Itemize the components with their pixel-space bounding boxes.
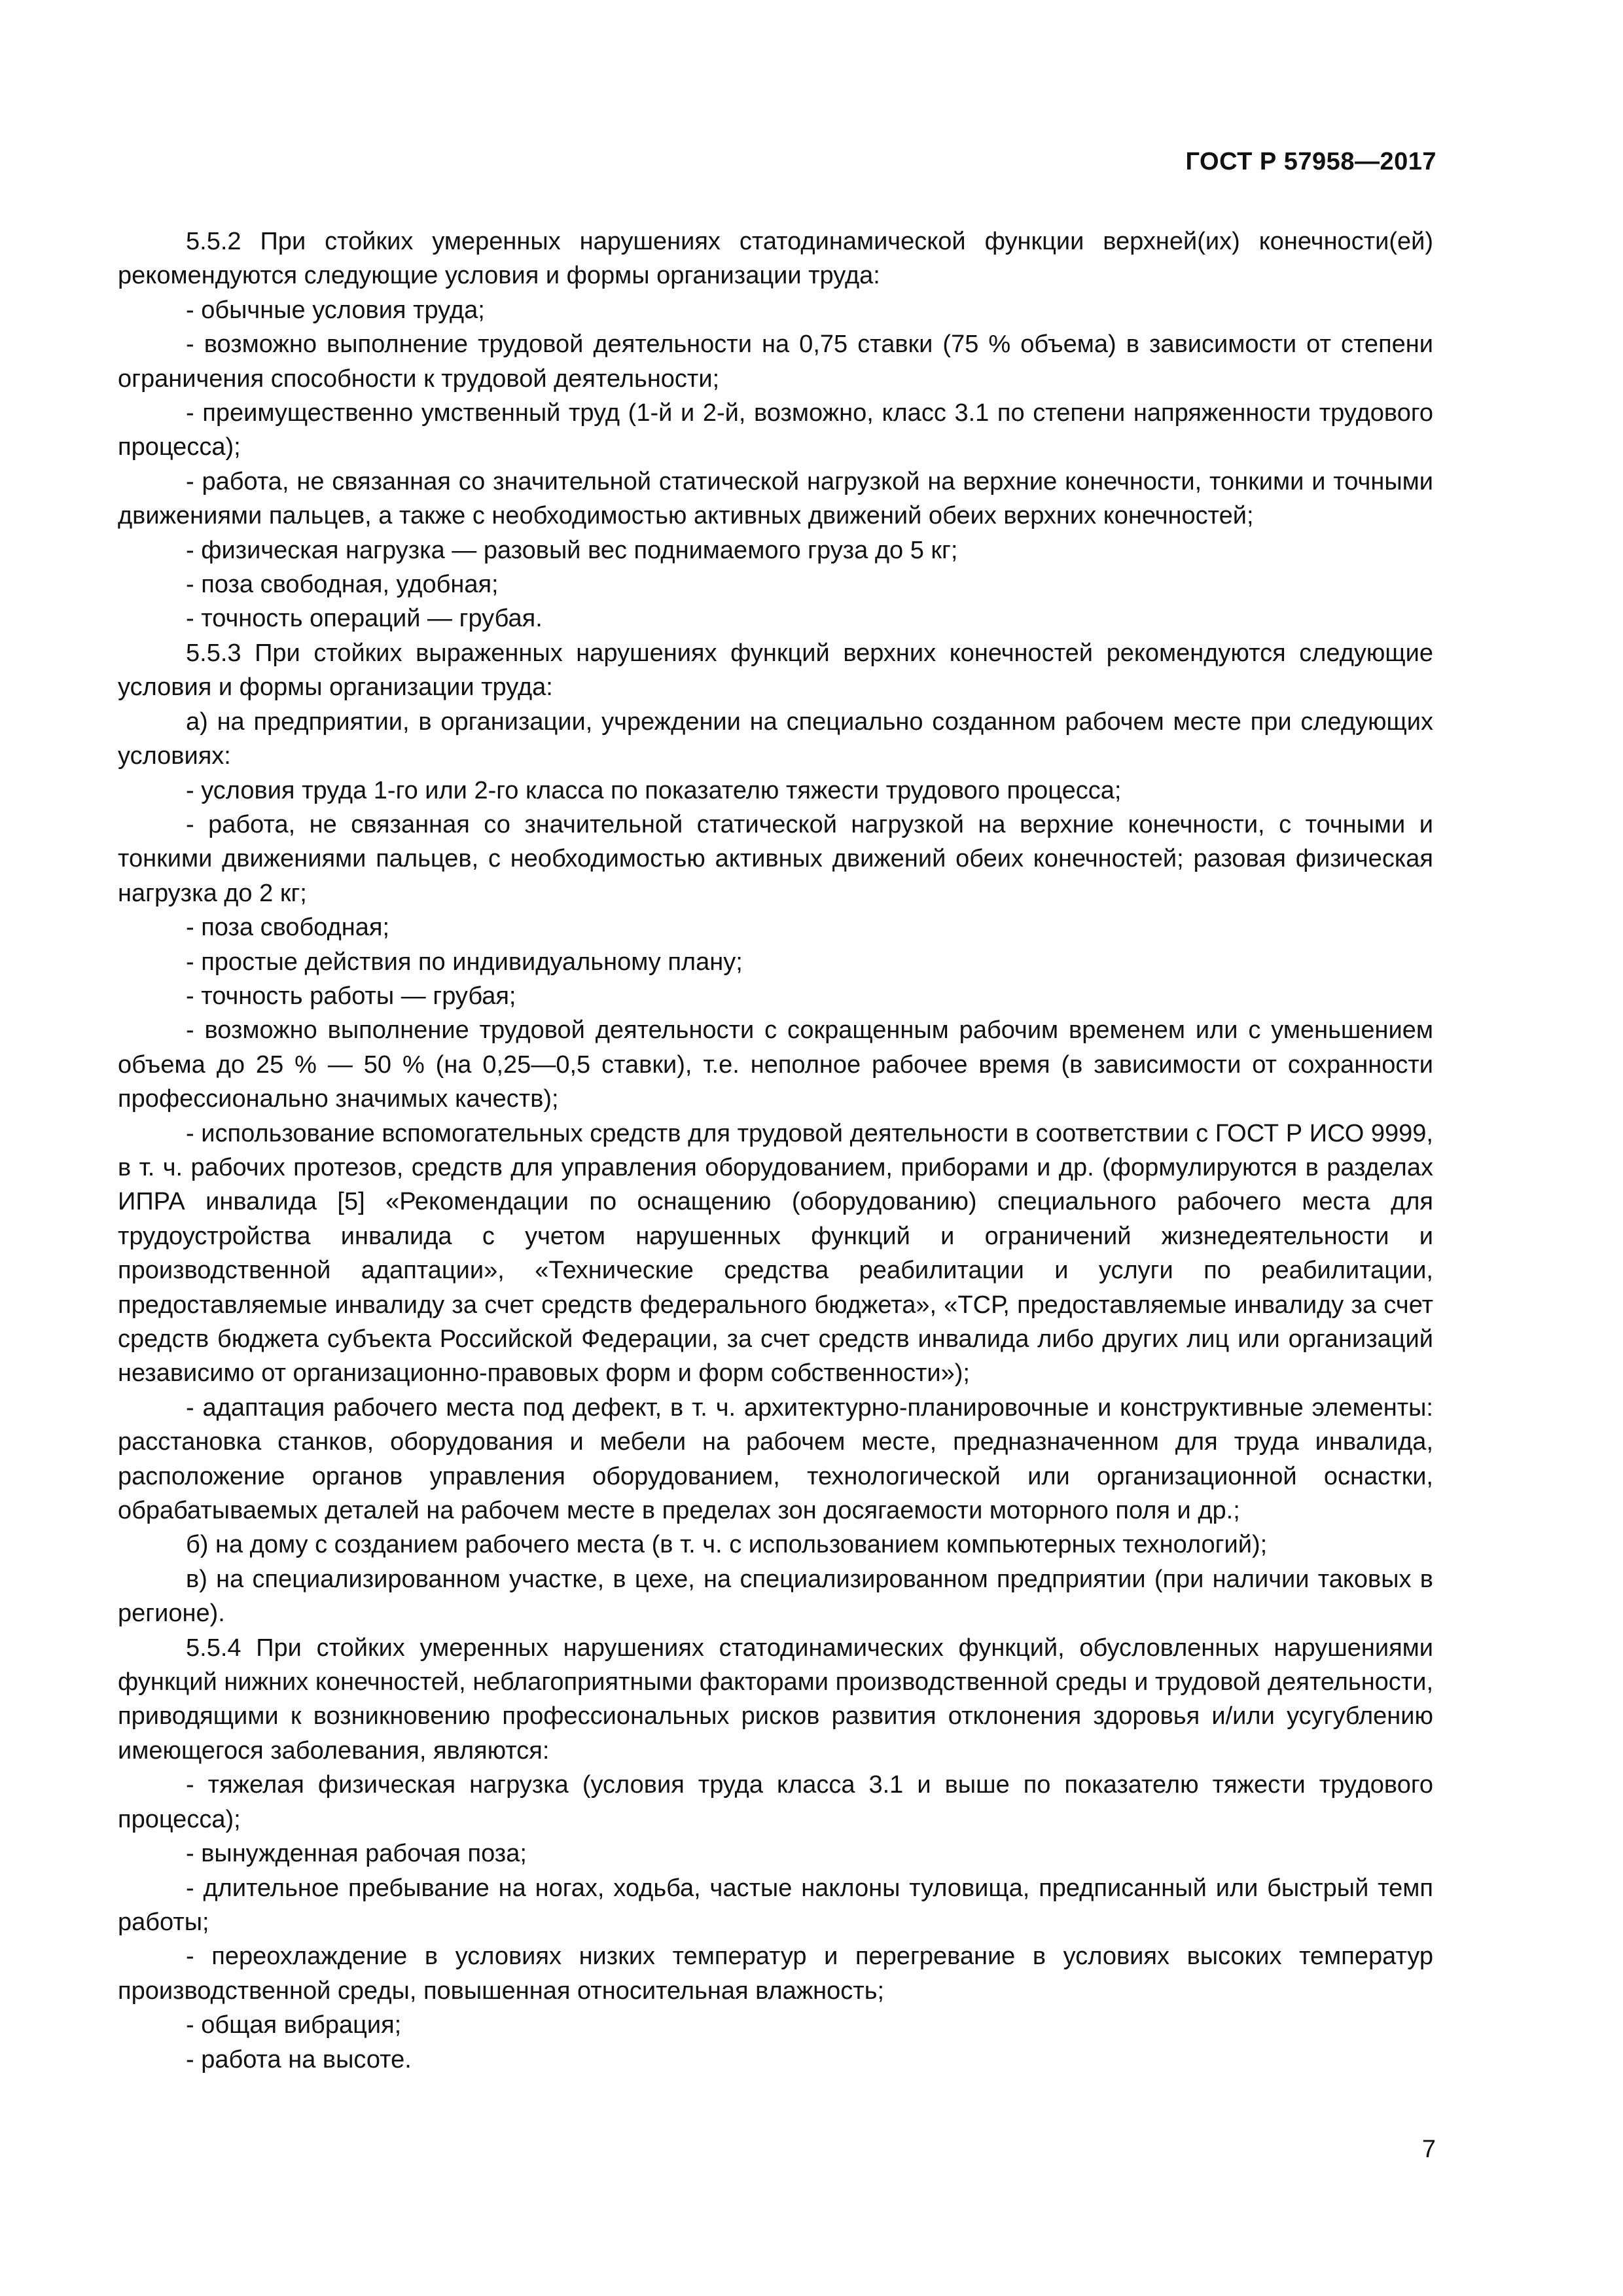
- list-item: - работа, не связанная со значительной статической нагрузкой на верхние конечности, с точными и тонкими движениями пальцев, с необходимостью активных движений обеих конечностей; разовая физическая нагрузка до 2 кг;: [118, 810, 1433, 907]
- list-item: - поза свободная;: [186, 914, 389, 942]
- paragraph-5-5-4: 5.5.4 При стойких умеренных нарушениях статодинамических функций, обусловленных нарушениями функций нижних конечностей, неблагоприятными факторами производственной среды и трудовой деятельности, приводящими к возникновению профессиональных рисков развития отклонения здоровья и/или усугублению имеющегося заболевания, являются:: [118, 1634, 1433, 1765]
- list-item: - использование вспомогательных средств для трудовой деятельности в соответствии с ГОСТ Р ИСО 9999, в т. ч. рабочих протезов, средств для управления оборудованием, приборами и др. (формулируются в разделах ИПРА инвалида [5] «Рекомендации по оснащению (оборудованию) специального рабочего места для трудоустройства инвалида с учетом нарушенных функций и ограничений жизнедеятельности и производственной адаптации», «Технические средства реабилитации и услуги по реабилитации, предоставляемые инвалиду за счет средств федерального бюджета», «ТСР, предоставляемые инвалиду за счет средств бюджета субъекта Российской Федерации, за счет средств инвалида либо других лиц или организаций независимо от организационно-правовых форм и форм собственности»);: [118, 1119, 1433, 1388]
- list-item: - возможно выполнение трудовой деятельности с сокращенным рабочим временем или с уменьшением объема до 25 % — 50 % (на 0,25—0,5 ставки), т.е. неполное рабочее время (в зависимости от сохранности профессионально значимых качеств);: [118, 1016, 1433, 1113]
- sub-item-b: б) на дому с созданием рабочего места (в т. ч. с использованием компьютерных технологий);: [186, 1531, 1268, 1559]
- list-item: - точность операций — грубая.: [186, 605, 543, 633]
- list-item: - вынужденная рабочая поза;: [186, 1840, 527, 1868]
- list-item: - работа, не связанная со значительной статической нагрузкой на верхние конечности, тонкими и точными движениями пальцев, а также с необходимостью активных движений обеих верхних конечностей;: [118, 467, 1433, 530]
- list-item: - физическая нагрузка — разовый вес поднимаемого груза до 5 кг;: [186, 536, 958, 564]
- paragraph-5-5-2: 5.5.2 При стойких умеренных нарушениях статодинамической функции верхней(их) конечности(ей) рекомендуются следующие условия и формы организации труда:: [118, 228, 1433, 290]
- list-item: - возможно выполнение трудовой деятельности на 0,75 ставки (75 % объема) в зависимости от степени ограничения способности к трудовой деятельности;: [118, 331, 1433, 393]
- list-item: - адаптация рабочего места под дефект, в т. ч. архитектурно-планировочные и конструктивные элементы: расстановка станков, оборудования и мебели на рабочем месте, предназначенном для труда инвалида, расположение органов управления оборудованием, технологической или организационной оснастки, обрабатываемых деталей на рабочем месте в пределах зон досягаемости моторного поля и др.;: [118, 1393, 1433, 1525]
- sub-item-a: а) на предприятии, в организации, учреждении на специально созданном рабочем месте при следующих условиях:: [118, 708, 1433, 770]
- list-item: - обычные условия труда;: [186, 296, 485, 324]
- list-item: - переохлаждение в условиях низких температур и перегревание в условиях высоких температур производственной среды, повышенная относительная влажность;: [118, 1943, 1433, 2005]
- page-number: 7: [1421, 2136, 1436, 2163]
- list-item: - общая вибрация;: [186, 2011, 402, 2039]
- list-item: - преимущественно умственный труд (1-й и 2-й, возможно, класс 3.1 по степени напряженности трудового процесса);: [118, 399, 1433, 461]
- list-item: - тяжелая физическая нагрузка (условия труда класса 3.1 и выше по показателю тяжести трудового процесса);: [118, 1771, 1433, 1833]
- list-item: - работа на высоте.: [186, 2045, 412, 2073]
- list-item: - простые действия по индивидуальному плану;: [186, 948, 743, 976]
- list-item: - длительное пребывание на ногах, ходьба, частые наклоны туловища, предписанный или быстрый темп работы;: [118, 1874, 1433, 1936]
- list-item: - поза свободная, удобная;: [186, 571, 499, 599]
- list-item: - точность работы — грубая;: [186, 982, 516, 1010]
- paragraph-5-5-3: 5.5.3 При стойких выраженных нарушениях функций верхних конечностей рекомендуются следующие условия и формы организации труда:: [118, 639, 1433, 702]
- standard-header: ГОСТ Р 57958—2017: [1185, 148, 1436, 175]
- body-text: [118, 224, 1433, 2077]
- list-item: - условия труда 1-го или 2-го класса по показателю тяжести трудового процесса;: [186, 776, 1122, 804]
- sub-item-c: в) на специализированном участке, в цехе, на специализированном предприятии (при наличии таковых в регионе).: [118, 1565, 1433, 1628]
